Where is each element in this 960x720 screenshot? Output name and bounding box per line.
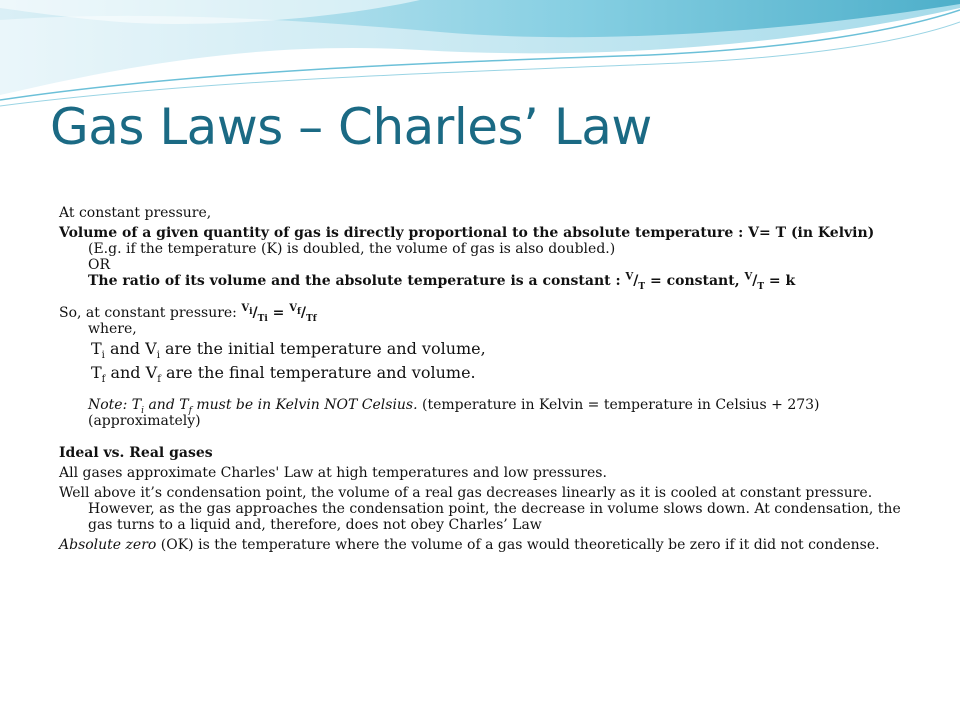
law-example: (E.g. if the temperature (K) is doubled, the volume of gas is also doubled.)	[88, 241, 616, 257]
v-over-t-fraction: $^V/_T$	[625, 271, 646, 292]
header-wave-decoration	[0, 0, 960, 110]
law-statement: Volume of a given quantity of gas is directly proportional to the absolute temperature : V= T (in Kelvin) (E.g. if the temperature (K) is doubled, the volume of gas is also doubled.) OR The ratio of its volume and the absolute temperature is a constant : $^V/_T$ = constant, $^V/_T = k$	[59, 225, 905, 289]
initial-definition: $T_i$ and $V_i$ are the initial temperature and volume,	[91, 339, 486, 362]
absolute-zero-paragraph: Absolute zero (OK) is the temperature where the volume of a gas would theoretically be zero if it did not condense.	[59, 537, 880, 553]
ideal-real-heading: Ideal vs. Real gases	[59, 445, 213, 461]
page-title: Gas Laws – Charles’ Law	[50, 98, 652, 156]
ideal-paragraph-1: All gases approximate Charles' Law at high temperatures and low pressures.	[59, 465, 607, 481]
ratio-statement: The ratio of its volume and the absolute temperature is a constant : $^V/_T$ = constant, $^V/_T = k$	[88, 271, 796, 292]
or-separator: OR	[88, 257, 111, 273]
kelvin-note: Note: $T_i$ and $T_f$ must be in Kelvin NOT Celsius. (temperature in Kelvin = temperature in Celsius + 273) (approximately)	[88, 397, 820, 429]
ideal-paragraph-2: Well above it’s condensation point, the volume of a real gas decreases linearly as it is cooled at constant pressure. However, as the gas approaches the condensation point, the decrease in volume slows down. At condensation, the gas turns to a liquid and, therefore, does not obey Charles’ Law	[59, 485, 901, 533]
v-over-t-fraction-2: $^V/_T$	[744, 271, 765, 292]
intro-text: At constant pressure,	[59, 205, 212, 221]
slide-body	[59, 205, 905, 553]
where-label: where,	[88, 321, 137, 337]
final-definition: $T_f$ and $V_f$ are the final temperature and volume.	[91, 363, 476, 386]
charles-equation: So, at constant pressure: $^{V_i}/_{Ti} = ^{V_f}/_{Tf}$	[59, 303, 317, 324]
